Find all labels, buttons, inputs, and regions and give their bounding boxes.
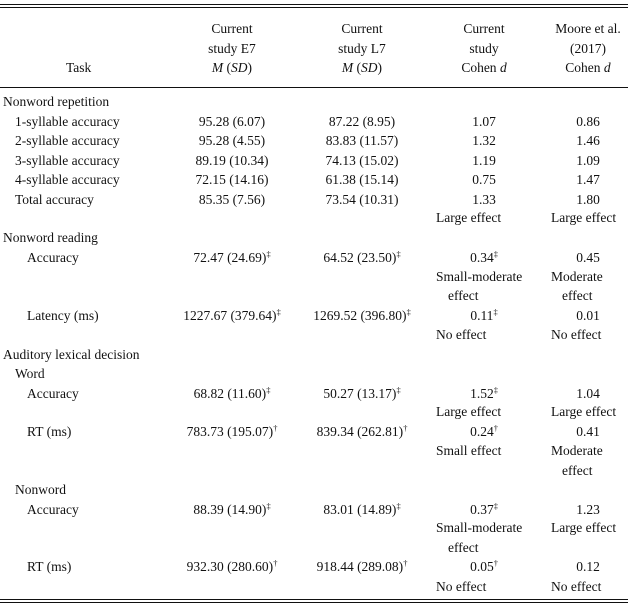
effect-moore: Moderate (551, 269, 603, 284)
effect-current: Small-moderate (436, 269, 523, 284)
task-cell: 2-syllable accuracy (15, 133, 120, 148)
cohen-moore-cell: 1.47 (576, 172, 600, 187)
cohen-moore-cell: 0.45 (576, 249, 600, 265)
header-moore-line2: (2017) (569, 40, 606, 56)
cohen-moore-cell: 1.09 (576, 152, 600, 168)
l7-cell: 1269.52 (396.80)‡ (313, 306, 411, 323)
effect-row (0, 267, 628, 287)
l7-cell: 87.22 (8.95) (328, 113, 396, 129)
task-cell: Total accuracy (15, 191, 94, 207)
cohen-moore-cell: 1.23 (576, 501, 600, 517)
cohen-moore-cell: 1.04 (576, 385, 600, 401)
section-row (0, 92, 628, 112)
header-e7-line2: study E7 (208, 40, 256, 56)
header-cd-line3: Cohen d (461, 60, 507, 75)
task-cell: Accuracy (27, 249, 79, 265)
l7-cell: 918.44 (289.08)† (316, 558, 408, 574)
header-l7-line3: M (SD) (341, 60, 383, 75)
l7-cell: 73.54 (10.31) (325, 191, 399, 207)
e7-cell: 95.28 (6.07) (198, 113, 266, 129)
effect-moore: No effect (551, 327, 602, 342)
cohen-moore-cell: 0.86 (576, 113, 600, 129)
cohen-moore-cell: 1.80 (576, 191, 600, 207)
table-row (0, 112, 628, 132)
l7-cell: 839.34 (262.81)† (316, 422, 408, 439)
section-label: Nonword reading (3, 230, 98, 245)
task-cell: 1-syllable accuracy (15, 113, 120, 129)
e7-cell: 72.15 (14.16) (195, 172, 269, 187)
effect-row (0, 286, 628, 306)
l7-cell: 83.01 (14.89)‡ (323, 500, 401, 517)
effect-moore: No effect (551, 578, 602, 594)
task-cell: 4-syllable accuracy (15, 172, 120, 187)
table-row (0, 306, 628, 326)
table-row (0, 557, 628, 577)
cohen-moore-cell: 1.46 (576, 133, 600, 148)
effect-moore: Moderate (551, 443, 603, 458)
header-l7-line2: study L7 (338, 40, 386, 56)
e7-cell: 88.39 (14.90)‡ (193, 500, 271, 517)
l7-cell: 64.52 (23.50)‡ (323, 248, 401, 265)
effect-moore: effect (562, 288, 593, 303)
header-e7 (208, 19, 256, 78)
e7-cell: 68.82 (11.60)‡ (193, 384, 271, 401)
effect-row (0, 518, 628, 538)
effect-row (0, 208, 628, 228)
cohen-current-cell: 1.52‡ (470, 384, 498, 401)
effect-row (0, 402, 628, 422)
cohen-moore-cell: 0.41 (576, 423, 600, 439)
e7-cell: 72.47 (24.69)‡ (193, 248, 271, 265)
effect-row (0, 538, 628, 558)
effect-moore: Large effect (551, 520, 617, 535)
section-label: Nonword repetition (3, 94, 110, 109)
subsection-row (0, 480, 628, 500)
table-row (0, 500, 628, 520)
task-cell: RT (ms) (27, 559, 72, 574)
bottom-rule (0, 599, 628, 600)
header-moore-line3: Cohen d (565, 60, 611, 75)
effect-current: effect (448, 288, 479, 303)
header-e7-line1: Current (211, 21, 253, 36)
effect-row (0, 577, 628, 597)
effect-current: Large effect (436, 210, 502, 225)
table-row (0, 151, 628, 171)
table-row (0, 131, 628, 151)
l7-cell: 50.27 (13.17)‡ (323, 384, 401, 401)
effect-row (0, 441, 628, 461)
cohen-current-cell: 1.19 (472, 152, 496, 168)
task-cell: Accuracy (27, 501, 79, 517)
header-cd-line2: study (469, 40, 499, 56)
cohen-current-cell: 1.07 (472, 113, 496, 129)
l7-cell: 74.13 (15.02) (325, 152, 399, 168)
cohen-current-cell: 0.75 (472, 172, 496, 187)
cohen-current-cell: 1.33 (472, 191, 496, 207)
header-cd-line1: Current (463, 21, 505, 36)
effect-moore: Large effect (551, 404, 617, 419)
header-e7-line3: M (SD) (211, 60, 253, 75)
effect-current: effect (448, 539, 479, 555)
section-row (0, 228, 628, 248)
effect-current: Large effect (436, 404, 502, 419)
l7-cell: 83.83 (11.57) (325, 133, 399, 148)
table-row (0, 190, 628, 210)
e7-cell: 85.35 (7.56) (198, 191, 266, 207)
top-rule (0, 4, 628, 5)
subsection-label: Nonword (15, 482, 66, 497)
effect-current: Small-moderate (436, 520, 523, 535)
task-cell: Accuracy (27, 385, 79, 401)
cohen-current-cell: 0.11‡ (470, 306, 498, 323)
effect-current: Small effect (436, 443, 502, 458)
e7-cell: 932.30 (280.60)† (186, 558, 278, 574)
header-rule (0, 87, 628, 88)
table-row (0, 422, 628, 442)
task-cell: RT (ms) (27, 423, 72, 439)
table-row (0, 170, 628, 190)
task-cell: Latency (ms) (27, 307, 99, 323)
cohen-current-cell: 0.37‡ (470, 500, 498, 517)
header-cohen-moore (555, 19, 621, 78)
top-rule-2 (0, 7, 628, 8)
e7-cell: 783.73 (195.07)† (186, 422, 278, 439)
e7-cell: 95.28 (4.55) (198, 133, 266, 148)
subsection-row (0, 364, 628, 384)
e7-cell: 89.19 (10.34) (195, 152, 269, 168)
cohen-moore-cell: 0.01 (576, 307, 600, 323)
task-cell: 3-syllable accuracy (15, 152, 120, 168)
cohen-current-cell: 1.32 (472, 133, 496, 148)
section-label: Auditory lexical decision (3, 346, 140, 362)
effect-moore: Large effect (551, 210, 617, 225)
bottom-rule-2 (0, 602, 628, 603)
effect-current: No effect (436, 327, 487, 342)
cohen-moore-cell: 0.12 (576, 559, 600, 574)
header-moore-line1: Moore et al. (555, 21, 621, 36)
effect-current: No effect (436, 578, 487, 594)
subsection-label: Word (15, 366, 45, 381)
table-row (0, 248, 628, 268)
cohen-current-cell: 0.24† (470, 422, 498, 439)
header-cohen-current (461, 19, 506, 78)
header-task: Task (66, 60, 92, 75)
effect-row (0, 461, 628, 481)
cohen-current-cell: 0.05† (470, 558, 498, 574)
section-row (0, 345, 628, 365)
effect-moore: effect (562, 462, 593, 478)
cohen-current-cell: 0.34‡ (470, 248, 498, 265)
l7-cell: 61.38 (15.14) (325, 172, 399, 187)
header-l7 (338, 19, 386, 78)
effect-row (0, 325, 628, 345)
header-l7-line1: Current (341, 21, 383, 36)
table-row (0, 384, 628, 404)
e7-cell: 1227.67 (379.64)‡ (183, 306, 281, 323)
